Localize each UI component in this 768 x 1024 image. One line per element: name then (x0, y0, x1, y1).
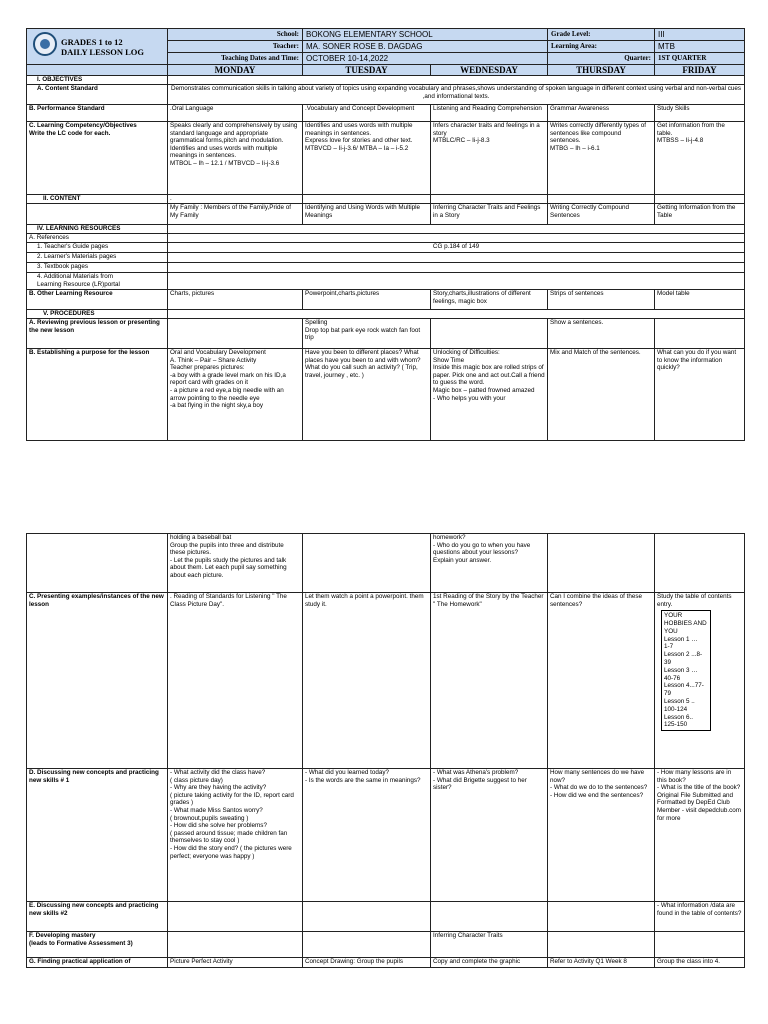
competency-thursday: Writes correctly differently types of sentences like compound sentences. MTBG – Ih – i-6.1 (548, 122, 655, 195)
procedure-c-tuesday: Let them watch a point a powerpoint. them study it. (303, 593, 431, 769)
procedure-e-monday (168, 902, 303, 932)
procedure-b-friday: What can you do if you want to know the information quickly? (655, 349, 745, 441)
procedure-g-wednesday: Copy and complete the graphic (431, 958, 548, 968)
procedure-b-label: B. Establishing a purpose for the lesson (27, 349, 168, 441)
procedure-a-wednesday (431, 319, 548, 349)
procedures-heading: V. PROCEDURES (27, 310, 168, 319)
procedure-f-friday (655, 932, 745, 958)
performance-standard-label: B. Performance Standard (27, 105, 168, 122)
procedure-b-monday: Oral and Vocabulary Development A. Think – Pair – Share Activity Teacher prepares pictures: -a boy with a grade level mark on his ID,a report card with grades on it - a picture a red eye,a big needle with an arrow pointing to the needle eye -a bat flying in the night sky,a boy (168, 349, 303, 441)
procedure-b-cont-label (27, 534, 168, 593)
performance-friday: Study Skills (655, 105, 745, 122)
procedure-b-cont-monday: holding a baseball bat Group the pupils into three and distribute these pictures. - Let the pupils study the pictures and talk about them. Let each pupil say something about each picture. (168, 534, 303, 593)
school-label: School: (168, 29, 303, 41)
competency-wednesday: Infers character traits and feelings in a story MTBLC/RC – Ii-j-8.3 (431, 122, 548, 195)
performance-thursday: Grammar Awareness (548, 105, 655, 122)
procedure-c-monday: . Reading of Standards for Listening " The Class Picture Day". (168, 593, 303, 769)
lesson-log-table-top (26, 28, 745, 441)
other-friday: Model table (655, 290, 745, 310)
procedure-f-monday (168, 932, 303, 958)
procedure-a-friday (655, 319, 745, 349)
learning-resources-heading: IV. LEARNING RESOURCES (27, 225, 168, 234)
references-label: A. References (27, 234, 168, 243)
objectives-heading-fill (168, 76, 745, 85)
references-fill (168, 234, 745, 243)
content-heading: II. CONTENT (27, 195, 168, 204)
other-thursday: Strips of sentences (548, 290, 655, 310)
content-topic-label (27, 204, 168, 225)
blank-day-cell (27, 65, 168, 76)
lr-portal-value (168, 273, 745, 290)
procedure-f-thursday (548, 932, 655, 958)
day-friday: FRIDAY (655, 65, 745, 76)
procedure-b-cont-tuesday (303, 534, 431, 593)
procedure-a-tuesday: Spelling Drop top bat park eye rock watch fan foot trip (303, 319, 431, 349)
teacher-value: MA. SONER ROSE B. DAGDAG (303, 41, 548, 53)
procedure-b-wednesday: Unlocking of Difficulties: Show Time Inside this magic box are rolled strips of paper. Pick one and act out.Call a friend to guess the word. Magic box – patted frowned amazed - Who helps you with your (431, 349, 548, 441)
objectives-heading: I. OBJECTIVES (27, 76, 168, 85)
other-resources-label: B. Other Learning Resource (27, 290, 168, 310)
content-standard-label: A. Content Standard (27, 85, 168, 105)
procedure-d-tuesday: - What did you learned today? - Is the words are the same in meanings? (303, 769, 431, 902)
procedure-d-friday: - How many lessons are in this book? - What is the title of the book? Original File Submitted and Formatted by DepEd Club Member - visit depedclub.com for more (655, 769, 745, 902)
school-value: BOKONG ELEMENTARY SCHOOL (303, 29, 548, 41)
procedure-e-label: E. Discussing new concepts and practicing new skills #2 (27, 902, 168, 932)
content-first-tuesday (303, 195, 431, 204)
content-first-thursday (548, 195, 655, 204)
table-of-contents-box: YOUR HOBBIES AND YOU Lesson 1 … 1-7 Lesson 2 ...8-39 Lesson 3 … 40-76 Lesson 4...77-79 Lesson 5 .. 100-124 Lesson 6.. 125-150 (661, 610, 711, 731)
procedure-g-monday: Picture Perfect Activity (168, 958, 303, 968)
competency-tuesday: Identifies and uses words with multiple meanings in sentences. Express love for stories and other text. MTBVCD – Ii-j-3.6/ MTBA – Ia – i-5.2 (303, 122, 431, 195)
procedure-a-thursday: Show a sentences. (548, 319, 655, 349)
topic-wednesday: Inferring Character Traits and Feelings in a Story (431, 204, 548, 225)
procedure-g-label: G. Finding practical application of (27, 958, 168, 968)
lr-portal-label: 4. Additional Materials from Learning Resource (LR)portal (27, 273, 168, 290)
content-first-wednesday (431, 195, 548, 204)
procedure-f-tuesday (303, 932, 431, 958)
competency-friday: Get information from the table. MTBSS – Ii-j-4.8 (655, 122, 745, 195)
grade-level-label: Grade Level: (548, 29, 655, 41)
learning-area-value: MTB (655, 41, 745, 53)
procedure-c-label: C. Presenting examples/instances of the new lesson (27, 593, 168, 769)
title-line-1: GRADES 1 to 12 (61, 37, 123, 47)
teachers-guide-label: 1. Teacher's Guide pages (27, 243, 168, 253)
grade-level-value: III (655, 29, 745, 41)
procedure-e-wednesday (431, 902, 548, 932)
procedure-d-label: D. Discussing new concepts and practicing new skills # 1 (27, 769, 168, 902)
teacher-label: Teacher: (168, 41, 303, 53)
procedure-g-thursday: Refer to Activity Q1 Week 8 (548, 958, 655, 968)
performance-tuesday: .Vocabulary and Concept Development (303, 105, 431, 122)
procedure-c-friday-text: Study the table of contents entry. (657, 593, 732, 608)
procedures-heading-fill (168, 310, 745, 319)
quarter-value: 1ST QUARTER (655, 53, 745, 65)
content-standard-text: Demonstrates communication skills in talking about variety of topics using expanding vocabulary and phrases,shows understanding of spoken language in different context using verbal and non-verbal cues ,and informational texts. (168, 85, 745, 105)
procedure-b-thursday: Mix and Match of the sentences. (548, 349, 655, 441)
procedure-f-wednesday: Inferring Character Traits (431, 932, 548, 958)
teachers-guide-value: CG p.184 of 149 (168, 243, 745, 253)
other-monday: Charts, pictures (168, 290, 303, 310)
log-title-block (27, 29, 168, 65)
lesson-log-page-2 (26, 533, 744, 968)
procedure-g-friday: Group the class into 4. (655, 958, 745, 968)
procedure-b-cont-wednesday: homework? - Who do you go to when you have questions about your lessons? Explain your answer. (431, 534, 548, 593)
other-tuesday: Powerpoint,charts,pictures (303, 290, 431, 310)
quarter-label: Quarter: (548, 53, 655, 65)
procedure-b-cont-friday (655, 534, 745, 593)
day-wednesday: WEDNESDAY (431, 65, 548, 76)
procedure-b-cont-thursday (548, 534, 655, 593)
procedure-c-wednesday: 1st Reading of the Story by the Teacher " The Homework" (431, 593, 548, 769)
learners-materials-value (168, 253, 745, 263)
procedure-b-tuesday: Have you been to different places? What places have you been to and with whom?What do you call such an activity? ( Trip, travel, journey , etc. ) (303, 349, 431, 441)
other-wednesday: Story,charts,illustrations of different feelings, magic box (431, 290, 548, 310)
competency-label: C. Learning Competency/Objectives Write the LC code for each. (27, 122, 168, 195)
textbook-pages-value (168, 263, 745, 273)
procedure-e-tuesday (303, 902, 431, 932)
resources-heading-fill (168, 225, 745, 234)
competency-monday: Speaks clearly and comprehensively by using standard language and appropriate grammatical forms,pitch and modulation. Identifies and uses words with multiple meanings in sentences. MTBOL – Ih – 12.1 / MTBVCD – Ii-j-3.6 (168, 122, 303, 195)
procedure-c-friday (655, 593, 745, 769)
procedure-e-thursday (548, 902, 655, 932)
dates-value: OCTOBER 10-14,2022 (303, 53, 548, 65)
learners-materials-label: 2. Learner's Materials pages (27, 253, 168, 263)
procedure-a-monday (168, 319, 303, 349)
procedure-f-label: F. Developing mastery (leads to Formative Assessment 3) (27, 932, 168, 958)
topic-friday: Getting Information from the Table (655, 204, 745, 225)
procedure-d-monday: - What activity did the class have? ( class picture day) - Why are they having the activity? ( picture taking activity for the ID, report card grades ) - What made Miss Santos worry? ( brownout,pupils sweating ) - How did she solve her problems? ( passed around tissue; made children fan themselves to stay cool ) - How did the story end? ( the pictures were perfect; everyone was happy ) (168, 769, 303, 902)
topic-thursday: Writing Correctly Compound Sentences (548, 204, 655, 225)
content-first-friday (655, 195, 745, 204)
dates-label: Teaching Dates and Time: (168, 53, 303, 65)
textbook-pages-label: 3. Textbook pages (27, 263, 168, 273)
title-line-2: DAILY LESSON LOG (61, 47, 144, 57)
performance-monday: .Oral Language (168, 105, 303, 122)
deped-seal-icon (33, 32, 57, 56)
content-first-monday: . (168, 195, 303, 204)
procedure-g-tuesday: Concept Drawing: Group the pupils (303, 958, 431, 968)
procedure-d-wednesday: - What was Athena's problem? - What did Brigette suggest to her sister? (431, 769, 548, 902)
procedure-e-friday: - What information /data are found in the table of contents? (655, 902, 745, 932)
day-tuesday: TUESDAY (303, 65, 431, 76)
performance-wednesday: Listening and Reading Comprehension (431, 105, 548, 122)
day-thursday: THURSDAY (548, 65, 655, 76)
lesson-log-table-bottom (26, 533, 745, 968)
procedure-d-thursday: How many sentences do we have now? - What do we do to the sentences? - How did we end the sentences? (548, 769, 655, 902)
lesson-log-page-1 (26, 28, 744, 441)
learning-area-label: Learning Area: (548, 41, 655, 53)
topic-tuesday: Identifying and Using Words with Multiple Meanings (303, 204, 431, 225)
day-monday: MONDAY (168, 65, 303, 76)
procedure-a-label: A. Reviewing previous lesson or presenting the new lesson (27, 319, 168, 349)
procedure-c-thursday: Can I combine the ideas of these sentences? (548, 593, 655, 769)
topic-monday: My Family : Members of the Family,Pride of My Family (168, 204, 303, 225)
